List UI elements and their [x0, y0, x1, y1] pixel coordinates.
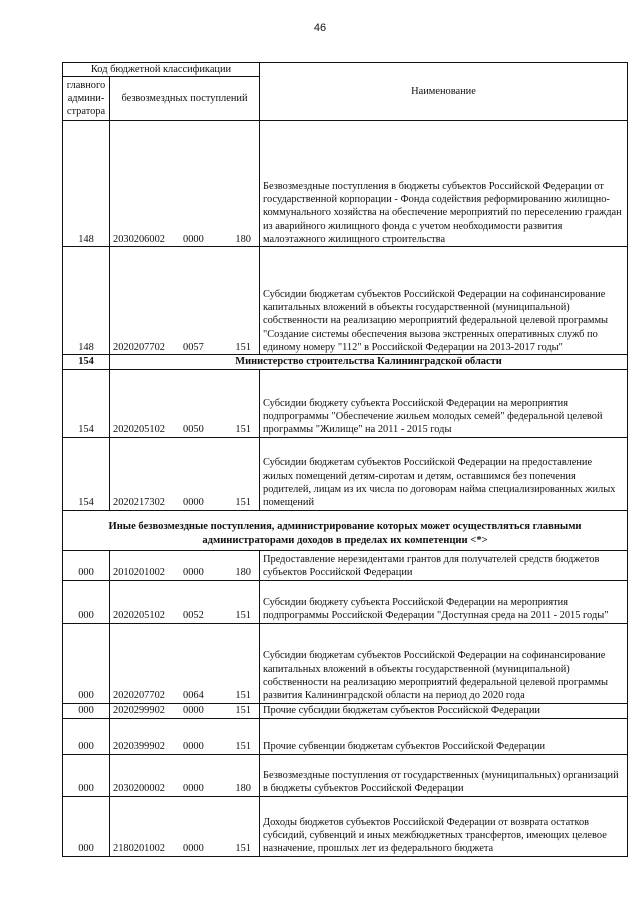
row-name: Прочие субвенции бюджетам субъектов Российской Федерации — [260, 718, 628, 754]
row-name: Субсидии бюджету субъекта Российской Федерации на мероприятия подпрограммы "Обеспечение жильем молодых семей" федеральной целевой программы "Жилище" на 2011 - 2015 годы — [260, 369, 628, 437]
row-name: Предоставление нерезидентами грантов для получателей средств бюджетов субъектов Российской Федерации — [260, 550, 628, 580]
ministry-title: Министерство строительства Калининградской области — [110, 355, 628, 369]
row-revenue-code — [110, 754, 260, 796]
row-admin-code: 000 — [63, 754, 110, 796]
header-admin-column: главного админи-стратора — [63, 77, 110, 121]
table-row — [63, 580, 628, 623]
row-admin-code: 148 — [63, 247, 110, 355]
row-revenue-code — [110, 437, 260, 510]
code-part-kosgu: 180 — [235, 234, 251, 245]
row-name: Субсидии бюджетам субъектов Российской Федерации на софинансирование капитальных вложений в объекты государственной (муниципальной) собственности на реализацию мероприятий федеральной целевой программы развития Калининградской области на период до 2020 года — [260, 623, 628, 703]
header-code-column: безвозмездных поступлений — [110, 77, 260, 121]
code-part-program: 0057 — [183, 342, 204, 353]
row-admin-code: 000 — [63, 580, 110, 623]
row-name: Доходы бюджетов субъектов Российской Федерации от возврата остатков субсидий, субвенций и иных межбюджетных трансфертов, имеющих целевое назначение, прошлых лет из федерального бюджета — [260, 796, 628, 856]
code-part-program: 0050 — [183, 424, 204, 436]
ministry-admin-code: 154 — [63, 355, 110, 369]
code-part-kosgu: 180 — [235, 783, 251, 795]
page-number: 46 — [313, 22, 327, 34]
code-part-kosgu: 151 — [235, 497, 251, 509]
row-admin-code: 000 — [63, 623, 110, 703]
table-row — [63, 754, 628, 796]
code-part-main: 2180201002 — [113, 843, 165, 855]
row-admin-code: 000 — [63, 703, 110, 718]
table-row — [63, 718, 628, 754]
table-row — [63, 121, 628, 247]
row-revenue-code — [110, 369, 260, 437]
table-row — [63, 247, 628, 355]
code-part-program: 0000 — [183, 234, 204, 245]
code-part-program: 0000 — [183, 497, 204, 509]
code-part-program: 0000 — [183, 843, 204, 855]
row-revenue-code — [110, 580, 260, 623]
row-name: Субсидии бюджетам субъектов Российской Федерации на предоставление жилых помещений детям-сиротам и детям, оставшимся без попечения родителей, лицам из их числа по договорам найма специализированных жилых помещений — [260, 437, 628, 510]
table-row — [63, 437, 628, 510]
code-part-kosgu: 151 — [235, 741, 251, 753]
code-part-kosgu: 180 — [235, 567, 251, 579]
row-revenue-code — [110, 718, 260, 754]
row-revenue-code — [110, 703, 260, 718]
row-revenue-code — [110, 550, 260, 580]
code-part-main: 2010201002 — [113, 567, 165, 579]
code-part-main: 2030206002 — [113, 234, 165, 245]
code-part-program: 0052 — [183, 610, 204, 622]
row-revenue-code — [110, 247, 260, 355]
code-part-main: 2020299902 — [113, 705, 165, 717]
code-part-main: 2020207702 — [113, 690, 165, 702]
row-name: Безвозмездные поступления в бюджеты субъектов Российской Федерации от государственной корпорации - Фонда содействия реформированию жилищно-коммунального хозяйства на обеспечение мероприятий по переселению граждан из аварийного жилищного фонда с учетом необходимости развития малоэтажного жилищного строительства — [260, 121, 628, 247]
table-row — [63, 623, 628, 703]
row-name: Безвозмездные поступления от государственных (муниципальных) организаций в бюджеты субъектов Российской Федерации — [260, 754, 628, 796]
row-revenue-code — [110, 623, 260, 703]
row-admin-code: 154 — [63, 369, 110, 437]
row-admin-code: 000 — [63, 550, 110, 580]
code-part-main: 2020399902 — [113, 741, 165, 753]
row-admin-code: 000 — [63, 796, 110, 856]
code-part-program: 0000 — [183, 783, 204, 795]
budget-classification-table — [62, 62, 628, 857]
ministry-row — [63, 355, 628, 369]
code-part-main: 2020217302 — [113, 497, 165, 509]
code-part-main: 2020205102 — [113, 424, 165, 436]
code-part-program: 0064 — [183, 690, 204, 702]
row-admin-code: 000 — [63, 718, 110, 754]
row-admin-code: 154 — [63, 437, 110, 510]
table-row — [63, 369, 628, 437]
code-part-kosgu: 151 — [235, 843, 251, 855]
row-revenue-code — [110, 796, 260, 856]
code-part-kosgu: 151 — [235, 690, 251, 702]
table-row — [63, 796, 628, 856]
code-part-program: 0000 — [183, 741, 204, 753]
code-part-kosgu: 151 — [235, 424, 251, 436]
table-header-row-1 — [63, 63, 628, 77]
code-part-program: 0000 — [183, 567, 204, 579]
row-revenue-code — [110, 121, 260, 247]
table-row — [63, 550, 628, 580]
code-part-main: 2020205102 — [113, 610, 165, 622]
code-part-main: 2030200002 — [113, 783, 165, 795]
row-name: Прочие субсидии бюджетам субъектов Российской Федерации — [260, 703, 628, 718]
code-part-kosgu: 151 — [235, 342, 251, 353]
row-admin-code: 148 — [63, 121, 110, 247]
section-title: Иные безвозмездные поступления, администрирование которых может осуществляться главными администраторами доходов в пределах их компетенции <*> — [63, 510, 628, 550]
code-part-kosgu: 151 — [235, 610, 251, 622]
code-part-main: 2020207702 — [113, 342, 165, 353]
code-part-kosgu: 151 — [235, 705, 251, 717]
code-part-program: 0000 — [183, 705, 204, 717]
header-name-column: Наименование — [260, 63, 628, 121]
row-name: Субсидии бюджетам субъектов Российской Федерации на софинансирование капитальных вложений в объекты государственной (муниципальной) собственности на реализацию мероприятий федеральной целевой программы "Создание системы обеспечения вызова экстренных оперативных служб по единому номеру "112" в Российской Федерации на 2013-2017 годы" — [260, 247, 628, 355]
table-row — [63, 703, 628, 718]
section-header-row — [63, 510, 628, 550]
header-classification-group: Код бюджетной классификации — [63, 63, 260, 77]
row-name: Субсидии бюджету субъекта Российской Федерации на мероприятия подпрограммы Российской Федерации "Доступная среда на 2011 - 2015 годы" — [260, 580, 628, 623]
